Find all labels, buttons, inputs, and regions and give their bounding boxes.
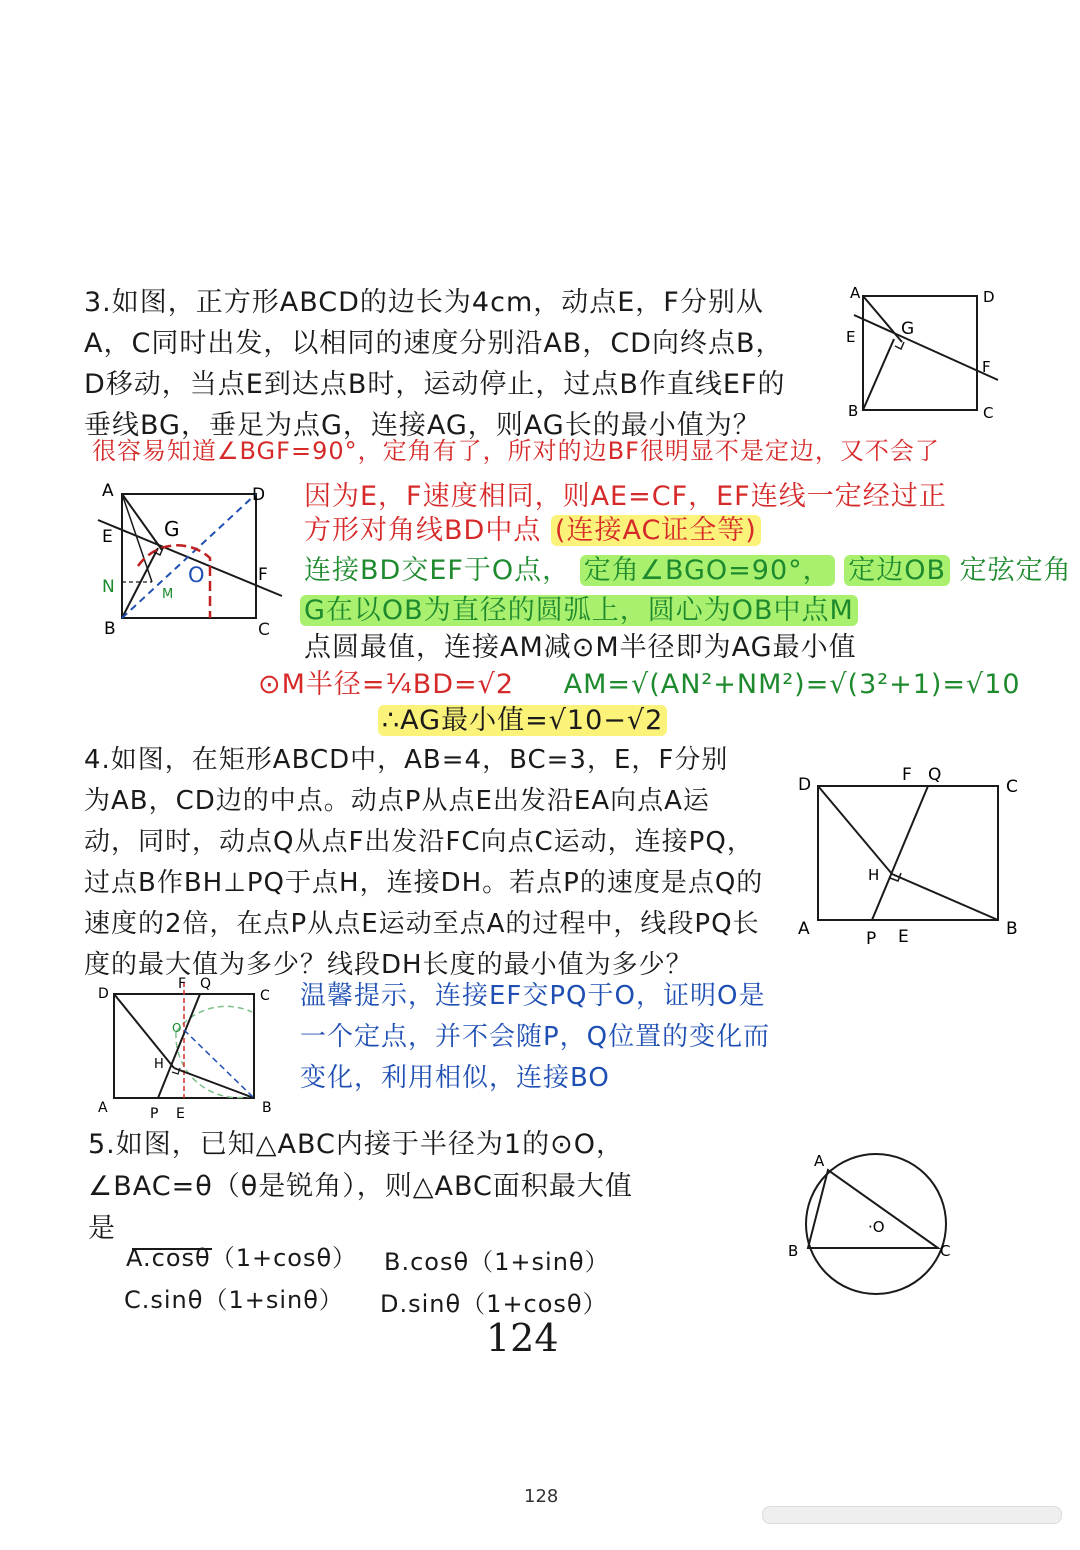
fig-label-c: C [260, 988, 270, 1004]
problem3-red-note: 很容易知道∠BGF=90°，定角有了，所对的边BF很明显不是定边，又不会了 [92, 437, 940, 465]
highlight-arc: G在以OB为直径的圆弧上，圆心为OB中点M [300, 595, 858, 626]
fig-label-g: G [164, 517, 180, 541]
fig-label-o: ·O [868, 1218, 885, 1236]
problem3-answer [378, 700, 667, 741]
fig-label-d: D [798, 775, 812, 795]
fig-label-f: F [902, 765, 912, 785]
problem5-line-text: 是 [88, 1213, 116, 1244]
fig-label-a: A [814, 1152, 825, 1170]
fig-label-a: A [850, 284, 861, 302]
fig-label-c: C [940, 1242, 951, 1260]
fig-label-q: Q [200, 976, 212, 992]
fig-label-a: A [798, 919, 810, 939]
problem3-line: A，C同时出发，以相同的速度分别沿AB，CD向终点B， [84, 328, 784, 359]
fig-label-g: G [901, 319, 915, 339]
problem4-line: 过点B作BH⊥PQ于点H，连接DH。若点P的速度是点Q的 [84, 868, 764, 898]
problem3-line: 3.如图，正方形ABCD的边长为4cm，动点E，F分别从 [84, 287, 764, 318]
fig-label-h: H [868, 866, 880, 884]
problem3-solution-line6 [258, 664, 1021, 705]
fig-label-e: E [102, 527, 113, 547]
problem3-solution-line4 [300, 590, 858, 631]
problem4-text [84, 740, 763, 986]
problem5-figure [780, 1146, 960, 1296]
fig-label-f: F [258, 565, 268, 585]
solution-text: 定弦定角 [959, 555, 1072, 586]
problem4-line: 4.如图，在矩形ABCD中，AB=4，BC=3，E，F分别 [84, 745, 729, 775]
problem3-figure [838, 282, 1008, 422]
fig-label-b: B [1006, 919, 1018, 939]
fig-label-c: C [983, 404, 994, 422]
fig-label-f: F [178, 976, 187, 992]
problem4-line: 动，同时，动点Q从点F出发沿FC向点C运动，连接PQ， [84, 827, 754, 857]
fig-label-d: D [983, 288, 995, 306]
fig-label-b: B [104, 619, 116, 639]
handwritten-page-number: 124 [486, 1316, 559, 1360]
fig-label-b: B [848, 402, 859, 420]
scrollbar[interactable] [762, 1506, 1062, 1524]
solution-text: 连接BD交EF于O点， [304, 555, 571, 586]
problem5-line: 5.如图，已知△ABC内接于半径为1的⊙O， [88, 1129, 624, 1160]
fig-label-a: A [102, 481, 114, 501]
am-formula: AM=√(AN²+NM²)=√(3²+1)=√10 [563, 669, 1021, 700]
fig-label-q: Q [928, 765, 942, 785]
problem3-solution-line2 [304, 510, 761, 551]
fig-label-d: D [98, 986, 109, 1002]
problem5-text [88, 1124, 633, 1250]
option-d: D.sinθ（1+cosθ） [380, 1290, 608, 1318]
problem3-text [84, 282, 786, 446]
option-c: C.sinθ（1+sinθ） [124, 1286, 344, 1314]
fig-label-n: N [102, 577, 115, 597]
fig-label-f: F [982, 358, 991, 376]
hint-line: 一个定点，并不会随P，Q位置的变化而 [300, 1022, 771, 1052]
problem3-line: 垂线BG，垂足为点G，连接AG，则AG长的最小值为？ [84, 410, 761, 441]
fig-label-h: H [154, 1057, 164, 1072]
option-b: B.cosθ（1+sinθ） [384, 1248, 610, 1276]
answer-highlight: ∴AG最小值=√10−√2 [378, 705, 667, 736]
fig-label-a: A [98, 1100, 108, 1116]
option-a: A.cosθ（1+cosθ） [126, 1244, 358, 1272]
solution-text: 方形对角线BD中点 [304, 515, 542, 546]
fig-label-p: P [150, 1106, 159, 1122]
problem4-line: 为AB，CD边的中点。动点P从点E出发沿EA向点A运 [84, 786, 710, 816]
highlight-side: 定边OB [844, 555, 950, 586]
footer-page-number: 128 [524, 1486, 559, 1507]
problem3-solution-line3 [304, 550, 1072, 591]
radius-formula: ⊙M半径=¼BD=√2 [258, 669, 515, 700]
problem3-solution-line5: 点圆最值，连接AM减⊙M半径即为AG最小值 [304, 632, 857, 663]
fig-label-b: B [262, 1100, 272, 1116]
problem3-solution-line1: 因为E，F速度相同，则AE=CF，EF连线一定经过正 [304, 481, 947, 512]
fig-label-c: C [1006, 777, 1018, 797]
fig-label-p: P [866, 929, 877, 949]
problem4-hint-figure [92, 972, 282, 1122]
fig-label-o: O [188, 563, 205, 587]
problem4-hint [300, 976, 770, 1099]
problem4-line: 度的最大值为多少？线段DH长度的最小值为多少？ [84, 950, 693, 980]
fig-label-m: M [162, 587, 174, 602]
problem5-line: ∠BAC=θ（θ是锐角），则△ABC面积最大值 [88, 1171, 633, 1202]
fig-label-o: O [172, 1021, 182, 1035]
fig-label-e: E [898, 927, 909, 947]
problem4-figure [790, 760, 1030, 950]
problem4-line: 速度的2倍，在点P从点E运动至点A的过程中，线段PQ长 [84, 909, 760, 939]
fig-label-d: D [252, 485, 266, 505]
fig-label-e: E [176, 1106, 185, 1122]
fig-label-c: C [258, 620, 270, 640]
fig-label-e: E [846, 328, 856, 346]
hint-line: 变化，利用相似，连接BO [300, 1063, 610, 1093]
highlight-hint: (连接AC证全等) [551, 515, 761, 546]
fig-label-b: B [788, 1242, 799, 1260]
problem3-line: D移动，当点E到达点B时，运动停止，过点B作直线EF的 [84, 369, 786, 400]
highlight-angle: 定角∠BGO=90°， [580, 555, 835, 586]
hint-line: 温馨提示，连接EF交PQ于O，证明O是 [300, 981, 766, 1011]
